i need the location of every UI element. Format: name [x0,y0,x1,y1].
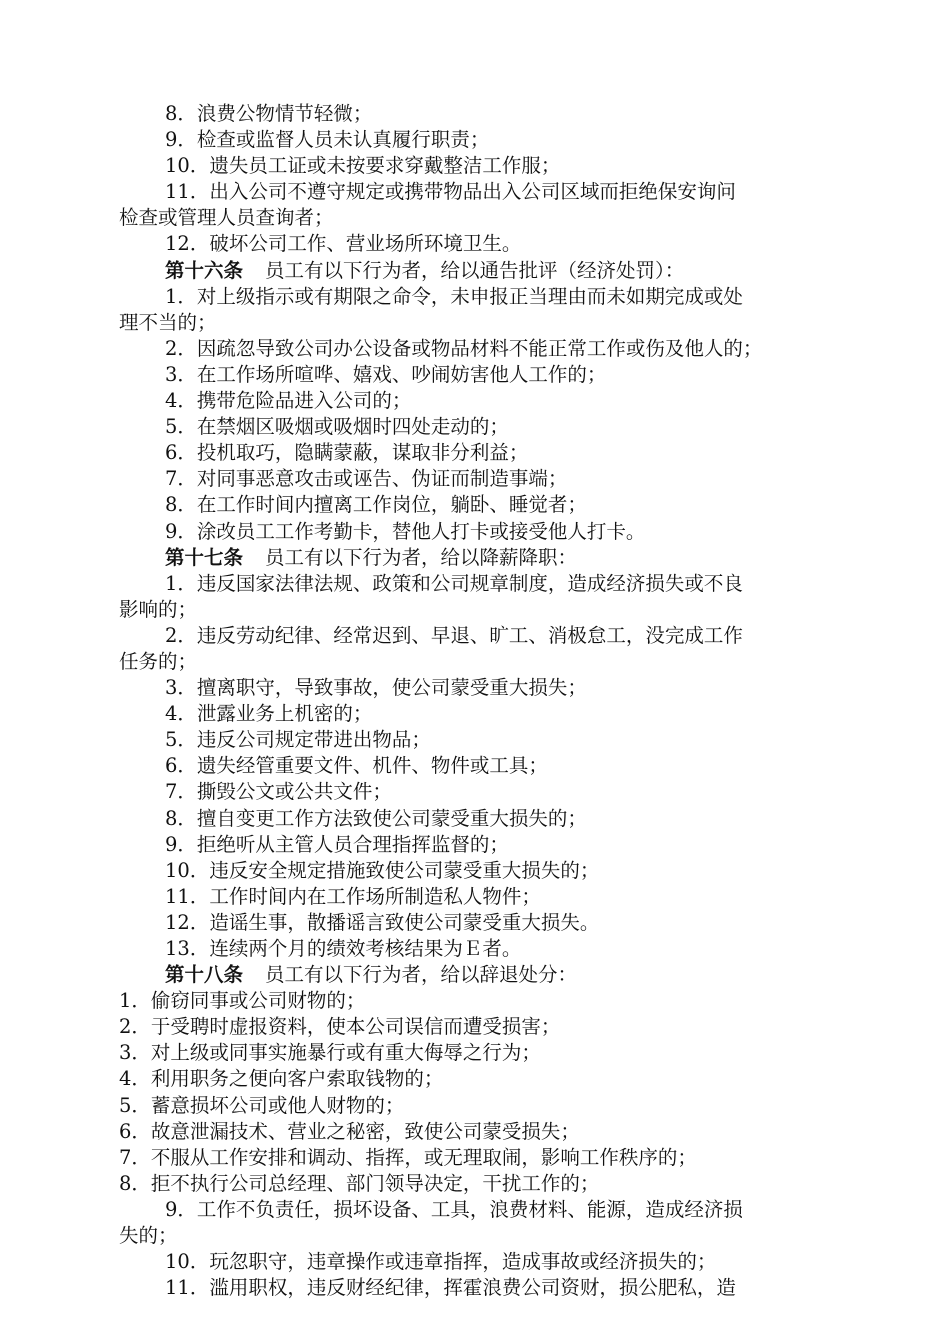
list-item: 2．违反劳动纪律、经常迟到、早退、旷工、消极怠工，没完成工作 [165,623,743,647]
list-item: 10．违反安全规定措施致使公司蒙受重大损失的； [165,858,600,882]
list-item: 5．蓄意损坏公司或他人财物的； [119,1093,405,1117]
list-item: 3．对上级或同事实施暴行或有重大侮辱之行为； [119,1041,541,1065]
list-item: 9．工作不负责任，损坏设备、工具，浪费材料、能源，造成经济损 [165,1197,743,1221]
list-item: 7．不服从工作安排和调动、指挥，或无理取闹，影响工作秩序的； [119,1145,697,1169]
article-text: 员工有以下行为者，给以通告批评（经济处罚）： [265,258,685,282]
article-text: 员工有以下行为者，给以辞退处分： [265,963,578,987]
article-heading [119,258,854,284]
list-item: 2．于受聘时虚报资料，使本公司误信而遭受损害； [119,1015,561,1039]
article-number: 第十六条 [165,258,244,282]
list-item: 11．出入公司不遵守规定或携带物品出入公司区域而拒绝保安询问 [165,180,736,204]
list-item: 3．擅离职守，导致事故，使公司蒙受重大损失； [165,676,587,700]
list-item: 5．在禁烟区吸烟或吸烟时四处走动的； [165,415,509,439]
list-item: 1．违反国家法律法规、政策和公司规章制度，造成经济损失或不良 [165,571,743,595]
article-heading [119,545,854,571]
list-item: 4．携带危险品进入公司的； [165,389,412,413]
list-item-continuation: 影响的； [119,597,198,621]
list-item: 11．滥用职权，违反财经纪律，挥霍浪费公司资财，损公肥私，造 [165,1276,736,1300]
list-item: 9．检查或监督人员未认真履行职责； [165,128,490,152]
list-item: 5．违反公司规定带进出物品； [165,728,431,752]
list-item: 7．对同事恶意攻击或诬告、伪证而制造事端； [165,467,568,491]
list-item: 4．利用职务之便向客户索取钱物的； [119,1067,444,1091]
list-item: 4．泄露业务上机密的； [165,702,373,726]
article-number: 第十八条 [165,963,244,987]
list-item-continuation: 任务的； [119,649,198,673]
list-item: 12．破坏公司工作、营业场所环境卫生。 [165,232,522,256]
list-item: 6．故意泄漏技术、营业之秘密，致使公司蒙受损失； [119,1119,580,1143]
list-item-continuation: 理不当的； [119,310,217,334]
list-item: 10．玩忽职守，违章操作或违章指挥，造成事故或经济损失的； [165,1250,717,1274]
list-item-continuation: 失的； [119,1224,178,1248]
list-item: 7．撕毁公文或公共文件； [165,780,392,804]
list-item: 9．拒绝听从主管人员合理指挥监督的； [165,832,509,856]
article-number: 第十七条 [165,545,244,569]
list-item: 6．遗失经管重要文件、机件、物件或工具； [165,754,548,778]
list-item: 8．拒不执行公司总经理、部门领导决定，干扰工作的； [119,1171,600,1195]
list-item: 9．涂改员工工作考勤卡，替他人打卡或接受他人打卡。 [165,519,646,543]
list-item: 10．遗失员工证或未按要求穿戴整洁工作服； [165,154,561,178]
list-item: 2．因疏忽导致公司办公设备或物品材料不能正常工作或伤及他人的； [165,336,763,360]
article-heading [119,962,854,988]
list-item: 8．擅自变更工作方法致使公司蒙受重大损失的； [165,806,587,830]
list-item: 3．在工作场所喧哗、嬉戏、吵闹妨害他人工作的； [165,362,607,386]
list-item: 1．偷窃同事或公司财物的； [119,989,366,1013]
list-item: 11．工作时间内在工作场所制造私人物件； [165,884,541,908]
list-item-continuation: 检查或管理人员查询者； [119,206,334,230]
list-item: 8．浪费公物情节轻微； [165,102,373,125]
list-item: 8．在工作时间内擅离工作岗位，躺卧、睡觉者； [165,493,587,517]
list-item: 1．对上级指示或有期限之命令，未申报正当理由而未如期完成或处 [165,284,743,308]
article-text: 员工有以下行为者，给以降薪降职： [265,545,578,569]
list-item: 6．投机取巧，隐瞒蒙蔽，谋取非分利益； [165,441,529,465]
list-item: 13．连续两个月的绩效考核结果为Ｅ者。 [165,937,522,960]
list-item: 12．造谣生事，散播谣言致使公司蒙受重大损失。 [165,910,600,934]
